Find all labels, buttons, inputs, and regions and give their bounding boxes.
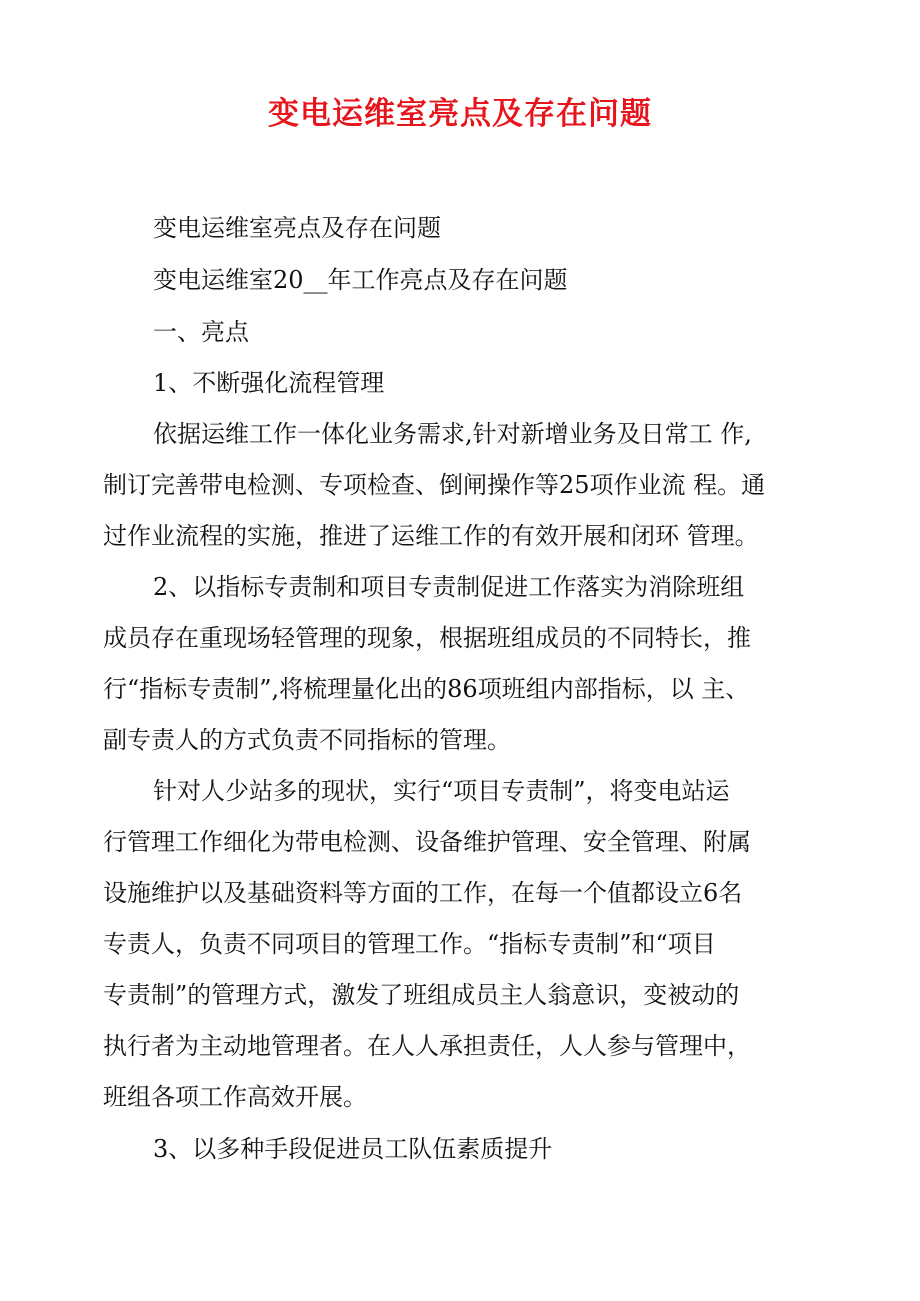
paragraph-1-line-3: 过作业流程的实施，推进了运维工作的有效开展和闭环 管理。: [103, 522, 759, 550]
paragraph-3-line-7: 班组各项工作高效开展。: [103, 1083, 367, 1111]
paragraph-2-line-2: 行“指标专责制”,将梳理量化出的86项班组内部指标，以 主、: [103, 675, 750, 703]
paragraph-3-line-1: 针对人少站多的现状，实行“项目专责制”，将变电站运: [153, 777, 730, 805]
subtitle-line: 变电运维室亮点及存在问题: [153, 214, 441, 242]
item-heading-1: 1、不断强化流程管理: [153, 369, 385, 397]
paragraph-3-line-6: 执行者为主动地管理者。在人人承担责任，人人参与管理中，: [103, 1032, 751, 1060]
subtitle-year-line: 变电运维室20__年工作亮点及存在问题: [153, 266, 568, 294]
paragraph-1-line-1: 依据运维工作一体化业务需求,针对新增业务及日常工 作,: [153, 420, 752, 448]
section-heading: 一、亮点: [153, 318, 249, 346]
document-title: 变电运维室亮点及存在问题: [268, 96, 652, 132]
paragraph-2-line-1: 成员存在重现场轻管理的现象，根据班组成员的不同特长，推: [103, 624, 751, 652]
paragraph-3-line-4: 专责人，负责不同项目的管理工作。“指标专责制”和“项目: [103, 930, 716, 958]
paragraph-3-line-2: 行管理工作细化为带电检测、设备维护管理、安全管理、附属: [103, 828, 751, 856]
paragraph-3-line-3: 设施维护以及基础资料等方面的工作，在每一个值都设立6名: [103, 879, 743, 907]
item-heading-3: 3、以多种手段促进员工队伍素质提升: [153, 1135, 553, 1163]
paragraph-2-line-3: 副专责人的方式负责不同指标的管理。: [103, 726, 511, 754]
paragraph-3-line-5: 专责制”的管理方式，激发了班组成员主人翁意识，变被动的: [103, 981, 740, 1009]
paragraph-1-line-2: 制订完善带电检测、专项检查、倒闸操作等25项作业流 程。通: [103, 471, 766, 499]
item-heading-2: 2、以指标专责制和项目专责制促进工作落实为消除班组: [153, 573, 745, 601]
